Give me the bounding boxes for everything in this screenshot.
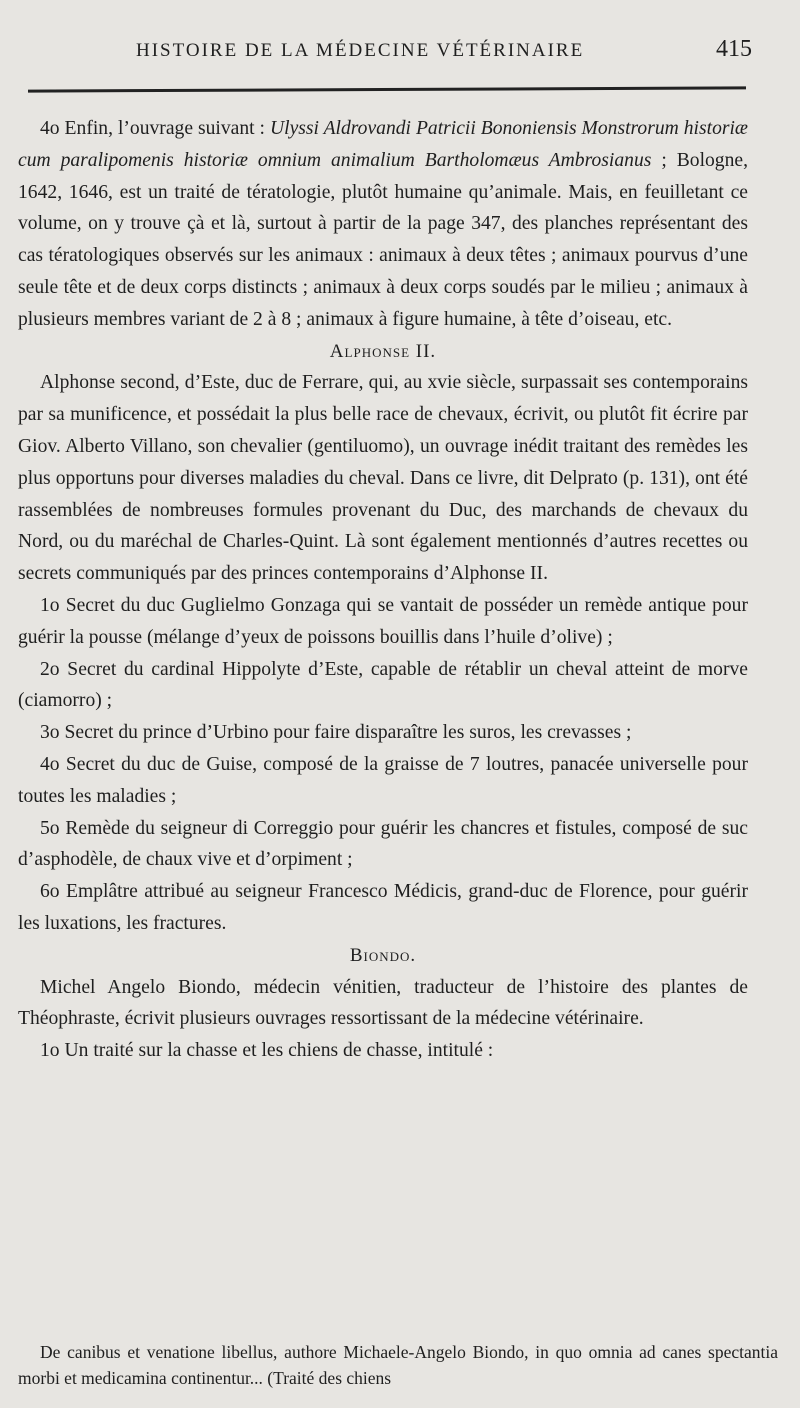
- footnote-text: De canibus et venatione libellus, authore Michaele-Angelo Biondo, in quo omnia ad canes spectantia morbi et medicamina continentur... (Traité des chiens: [18, 1342, 778, 1388]
- paragraph-aldrovandi: [18, 113, 748, 336]
- list-item: 4o Secret du duc de Guise, composé de la graisse de 7 loutres, panacée universelle pour toutes les maladies ;: [18, 753, 748, 807]
- list-item: 1o Secret du duc Guglielmo Gonzaga qui se vantait de posséder un remède antique pour guérir la pousse (mélange d’yeux de poissons bouillis dans l’huile d’olive) ;: [18, 594, 748, 648]
- paragraph-biondo-intro: Michel Angelo Biondo, médecin vénitien, traducteur de l’histoire des plantes de Théophraste, écrivit plusieurs ouvrages ressortissant de la médecine vétérinaire.: [18, 976, 748, 1030]
- paragraph-lead: 4o Enfin, l’ouvrage suivant :: [40, 118, 270, 139]
- section-heading-alphonse: Alphonse II.: [329, 340, 437, 362]
- section-heading-biondo: Biondo.: [349, 944, 417, 966]
- running-title: HISTOIRE DE LA MÉDECINE VÉTÉRINAIRE: [136, 40, 585, 61]
- footnote: [18, 1339, 778, 1391]
- list-item: 5o Remède du seigneur di Correggio pour guérir les chancres et fistules, composé de suc d’asphodèle, de chaux vive et d’orpiment ;: [18, 817, 748, 871]
- body-text: [18, 113, 748, 1067]
- page-number: 415: [716, 36, 752, 62]
- list-item: 2o Secret du cardinal Hippolyte d’Este, capable de rétablir un cheval atteint de morve (ciamorro) ;: [18, 658, 748, 712]
- list-item: 1o Un traité sur la chasse et les chiens de chasse, intitulé :: [40, 1040, 494, 1062]
- list-item: 6o Emplâtre attribué au seigneur Francesco Médicis, grand-duc de Florence, pour guérir les luxations, les fractures.: [18, 881, 748, 934]
- book-title: Ulyssi Aldrovandi Patricii Bononiensis Monstrorum historiæ cum paralipomenis historiæ omnium animalium Bartholomæus Ambrosianus: [18, 118, 748, 171]
- list-item: 3o Secret du prince d’Urbino pour faire disparaître les suros, les crevasses ;: [40, 722, 632, 744]
- paragraph-alphonse-intro: Alphonse second, d’Este, duc de Ferrare, qui, au xvie siècle, surpassait ses contemporains par sa munificence, et possédait la plus belle race de chevaux, écrivit, ou plutôt fit écrire par Giov. Alberto Villano, son chevalier (gentiluomo), un ouvrage inédit traitant des remèdes les plus opportuns pour diverses maladies du cheval. Dans ce livre, dit Delprato (p. 131), ont été rassemblées de nombreuses formules provenant du Duc, des marchands de chevaux du Nord, ou du maréchal de Charles-Quint. Là sont également mentionnés d’autres recettes ou secrets communiqués par des princes contemporains d’Alphonse II.: [18, 372, 748, 585]
- page-header: [18, 36, 752, 76]
- paragraph-rest: ; Bologne, 1642, 1646, est un traité de tératologie, plutôt humaine qu’animale. Mais, en feuilletant ce volume, on y trouve çà et là, surtout à partir de la page 347, des planches représentant des cas tératologiques observés sur les animaux : animaux à deux têtes ; animaux pourvus d’une seule tête et de deux corps distincts ; animaux à deux corps soudés par le milieu ; animaux à plusieurs membres variant de 2 à 8 ; animaux à figure humaine, à tête d’oiseau, etc.: [18, 149, 749, 330]
- header-rule: [28, 86, 746, 92]
